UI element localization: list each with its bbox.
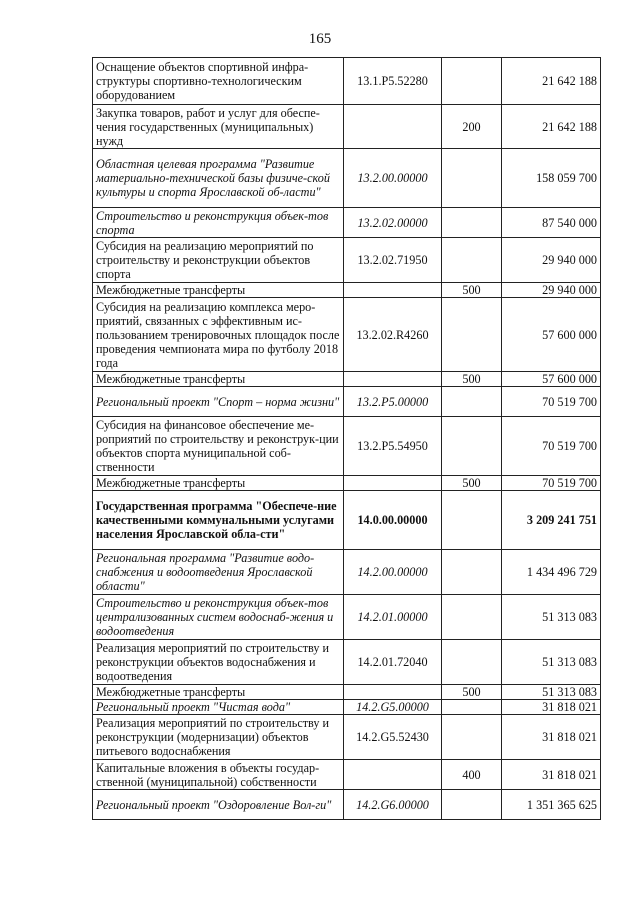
- expense-type-cell: 200: [442, 105, 502, 149]
- row-name-cell: Субсидия на реализацию комплекса меро-приятий, связанных с эффективным ис-пользованием тренировочных площадок после проведения чемпионата мира по футболу 2018 года: [93, 298, 344, 372]
- row-name-cell: Межбюджетные трансферты: [93, 372, 344, 387]
- table-row: [93, 700, 601, 715]
- expense-type-cell: 500: [442, 685, 502, 700]
- table-row: [93, 417, 601, 476]
- row-name-cell: Субсидия на реализацию мероприятий по строительству и реконструкции объектов спорта: [93, 238, 344, 283]
- table-row: [93, 595, 601, 640]
- expense-type-cell: [442, 208, 502, 238]
- target-code-cell: [344, 760, 442, 790]
- row-name-cell: Региональный проект "Чистая вода": [93, 700, 344, 715]
- table-row: [93, 476, 601, 491]
- target-code-cell: 13.2.P5.54950: [344, 417, 442, 476]
- target-code-cell: [344, 283, 442, 298]
- target-code-cell: 13.2.02.R4260: [344, 298, 442, 372]
- expense-type-cell: [442, 491, 502, 550]
- expense-type-cell: [442, 640, 502, 685]
- table-row: [93, 372, 601, 387]
- row-name-cell: Региональный проект "Оздоровление Вол-ги": [93, 790, 344, 820]
- row-name-cell: Реализация мероприятий по строительству и реконструкции (модернизации) объектов питьевого водоснабжения: [93, 715, 344, 760]
- expense-type-cell: [442, 238, 502, 283]
- target-code-cell: 14.2.G5.52430: [344, 715, 442, 760]
- amount-cell: 70 519 700: [502, 387, 601, 417]
- amount-cell: 31 818 021: [502, 715, 601, 760]
- amount-cell: 1 434 496 729: [502, 550, 601, 595]
- amount-cell: 57 600 000: [502, 298, 601, 372]
- expense-type-cell: 500: [442, 476, 502, 491]
- table-row: [93, 208, 601, 238]
- expense-type-cell: [442, 417, 502, 476]
- amount-cell: 31 818 021: [502, 700, 601, 715]
- table-row: [93, 387, 601, 417]
- expense-type-cell: [442, 387, 502, 417]
- table-row: [93, 550, 601, 595]
- expense-type-cell: [442, 298, 502, 372]
- row-name-cell: Капитальные вложения в объекты государ-ственной (муниципальной) собственности: [93, 760, 344, 790]
- row-name-cell: Строительство и реконструкция объек-тов централизованных систем водоснаб-жения и водоотведения: [93, 595, 344, 640]
- table-row: [93, 790, 601, 820]
- target-code-cell: [344, 685, 442, 700]
- target-code-cell: 13.2.00.00000: [344, 149, 442, 208]
- budget-table-body: [93, 58, 601, 820]
- target-code-cell: [344, 372, 442, 387]
- table-row: [93, 105, 601, 149]
- budget-table: [92, 57, 601, 820]
- row-name-cell: Строительство и реконструкция объек-тов спорта: [93, 208, 344, 238]
- expense-type-cell: 400: [442, 760, 502, 790]
- table-row: [93, 760, 601, 790]
- amount-cell: 70 519 700: [502, 476, 601, 491]
- amount-cell: 29 940 000: [502, 238, 601, 283]
- row-name-cell: Региональная программа "Развитие водо-снабжения и водоотведения Ярославской области": [93, 550, 344, 595]
- amount-cell: 3 209 241 751: [502, 491, 601, 550]
- target-code-cell: 14.2.01.72040: [344, 640, 442, 685]
- expense-type-cell: [442, 700, 502, 715]
- table-row: [93, 283, 601, 298]
- row-name-cell: Оснащение объектов спортивной инфра-структуры спортивно-технологическим оборудованием: [93, 58, 344, 105]
- expense-type-cell: [442, 715, 502, 760]
- target-code-cell: 14.2.G6.00000: [344, 790, 442, 820]
- row-name-cell: Реализация мероприятий по строительству и реконструкции объектов водоснабжения и водоотведения: [93, 640, 344, 685]
- row-name-cell: Межбюджетные трансферты: [93, 476, 344, 491]
- target-code-cell: 13.2.P5.00000: [344, 387, 442, 417]
- amount-cell: 57 600 000: [502, 372, 601, 387]
- expense-type-cell: 500: [442, 372, 502, 387]
- target-code-cell: 13.1.P5.52280: [344, 58, 442, 105]
- table-row: [93, 715, 601, 760]
- amount-cell: 51 313 083: [502, 685, 601, 700]
- page-number: 165: [308, 31, 332, 47]
- target-code-cell: 14.2.01.00000: [344, 595, 442, 640]
- target-code-cell: 13.2.02.00000: [344, 208, 442, 238]
- amount-cell: 51 313 083: [502, 640, 601, 685]
- amount-cell: 158 059 700: [502, 149, 601, 208]
- amount-cell: 1 351 365 625: [502, 790, 601, 820]
- target-code-cell: 13.2.02.71950: [344, 238, 442, 283]
- row-name-cell: Субсидия на финансовое обеспечение ме-роприятий по строительству и реконструк-ции объектов спорта муниципальной соб-ственности: [93, 417, 344, 476]
- table-row: [93, 685, 601, 700]
- table-row: [93, 149, 601, 208]
- row-name-cell: Областная целевая программа "Развитие материально-технической базы физиче-ской культуры и спорта Ярославской об-ласти": [93, 149, 344, 208]
- amount-cell: 31 818 021: [502, 760, 601, 790]
- row-name-cell: Закупка товаров, работ и услуг для обеспе-чения государственных (муниципальных) нужд: [93, 105, 344, 149]
- expense-type-cell: [442, 149, 502, 208]
- row-name-cell: Государственная программа "Обеспече-ние качественными коммунальными услугами населения Ярославской обла-сти": [93, 491, 344, 550]
- expense-type-cell: [442, 550, 502, 595]
- table-row: [93, 491, 601, 550]
- target-code-cell: [344, 105, 442, 149]
- amount-cell: 87 540 000: [502, 208, 601, 238]
- target-code-cell: 14.2.00.00000: [344, 550, 442, 595]
- expense-type-cell: 500: [442, 283, 502, 298]
- row-name-cell: Межбюджетные трансферты: [93, 685, 344, 700]
- target-code-cell: 14.0.00.00000: [344, 491, 442, 550]
- table-row: [93, 640, 601, 685]
- amount-cell: 51 313 083: [502, 595, 601, 640]
- row-name-cell: Межбюджетные трансферты: [93, 283, 344, 298]
- table-row: [93, 298, 601, 372]
- expense-type-cell: [442, 595, 502, 640]
- amount-cell: 21 642 188: [502, 105, 601, 149]
- target-code-cell: 14.2.G5.00000: [344, 700, 442, 715]
- expense-type-cell: [442, 58, 502, 105]
- amount-cell: 21 642 188: [502, 58, 601, 105]
- amount-cell: 29 940 000: [502, 283, 601, 298]
- table-row: [93, 238, 601, 283]
- table-row: [93, 58, 601, 105]
- expense-type-cell: [442, 790, 502, 820]
- amount-cell: 70 519 700: [502, 417, 601, 476]
- row-name-cell: Региональный проект "Спорт – норма жизни": [93, 387, 344, 417]
- target-code-cell: [344, 476, 442, 491]
